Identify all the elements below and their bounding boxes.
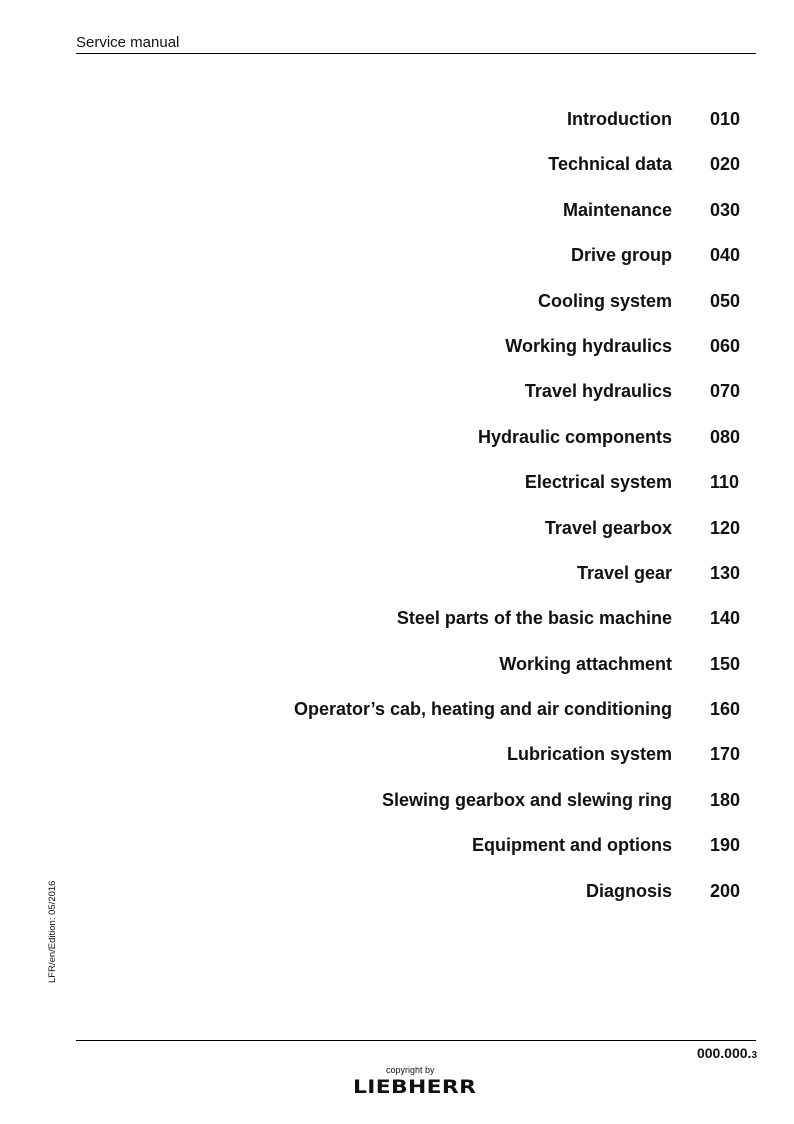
toc-entry-title: Slewing gearbox and slewing ring [381,789,672,810]
toc-entry-title: Travel gearbox [544,517,672,538]
toc-entry-code: 020 [710,154,741,175]
toc-entry-equipment-options[interactable] [0,823,794,868]
toc-entry-code: 110 [710,472,740,493]
edition-note: LFR/en/Edition: 05/2016 [47,880,58,983]
toc-entry-title: Operator’s cab, heating and air conditioning [293,699,672,720]
toc-entry-title: Working hydraulics [505,335,672,356]
toc-entry-title: Introduction [567,109,672,129]
toc-entry-travel-gear[interactable] [0,551,794,596]
toc-entry-code: 190 [710,835,741,856]
toc-entry-technical-data[interactable] [0,142,794,187]
toc-entry-code: 150 [710,653,741,674]
toc-entry-slewing-gearbox[interactable] [0,778,794,823]
toc-entry-title: Drive group [570,245,672,266]
toc-entry-code: 180 [710,789,741,810]
toc-entry-introduction[interactable] [0,97,794,142]
toc-entry-steel-parts[interactable] [0,596,794,641]
toc-entry-operators-cab[interactable] [0,687,794,732]
toc-entry-title: Travel hydraulics [524,381,672,402]
toc-entry-code: 060 [710,335,741,356]
toc-entry-title: Lubrication system [506,744,672,765]
page-number-main: 000.000. [696,1045,752,1061]
toc-entry-title: Equipment and options [472,835,672,856]
toc-entry-code: 040 [710,245,741,266]
toc-entry-maintenance[interactable] [0,188,794,233]
page-number-sub: 3 [751,1050,757,1061]
brand-logo: LIEBHERR [353,1076,477,1098]
toc-entry-title: Technical data [548,154,672,175]
toc-entry-code: 200 [710,880,741,901]
toc-entry-code: 070 [710,381,741,402]
toc-entry-code: 080 [710,426,741,447]
toc-entry-title: Electrical system [524,472,672,493]
toc-entry-title: Working attachment [499,653,672,674]
footer-divider [76,1040,756,1041]
toc-entry-code: 130 [710,562,741,583]
toc-entry-working-hydraulics[interactable] [0,324,794,369]
toc-entry-title: Cooling system [537,290,672,311]
toc-entry-code: 170 [710,744,741,765]
toc-entry-drive-group[interactable] [0,233,794,278]
toc-entry-code: 050 [710,290,741,311]
toc-entry-travel-gearbox[interactable] [0,506,794,551]
toc-entry-code: 140 [710,608,741,629]
toc-entry-title: Steel parts of the basic machine [396,608,672,629]
toc-entry-title: Maintenance [562,199,672,220]
page-number [697,1045,757,1061]
table-of-contents [0,97,794,914]
copyright-label: copyright by [386,1065,435,1075]
toc-entry-electrical-system[interactable] [0,460,794,505]
toc-entry-cooling-system[interactable] [0,279,794,324]
toc-entry-lubrication-system[interactable] [0,732,794,777]
toc-entry-code: 160 [710,699,741,720]
toc-entry-diagnosis[interactable] [0,869,794,914]
toc-entry-working-attachment[interactable] [0,642,794,687]
header-divider [76,53,756,54]
toc-entry-code: 030 [710,199,741,220]
toc-entry-title: Diagnosis [585,880,672,901]
toc-entry-hydraulic-components[interactable] [0,415,794,460]
document-title: Service manual [76,34,180,51]
toc-entry-travel-hydraulics[interactable] [0,369,794,414]
toc-entry-code: 120 [710,517,741,538]
toc-entry-code: 010 [710,109,741,129]
toc-entry-title: Hydraulic components [477,426,672,447]
toc-entry-title: Travel gear [576,562,672,583]
